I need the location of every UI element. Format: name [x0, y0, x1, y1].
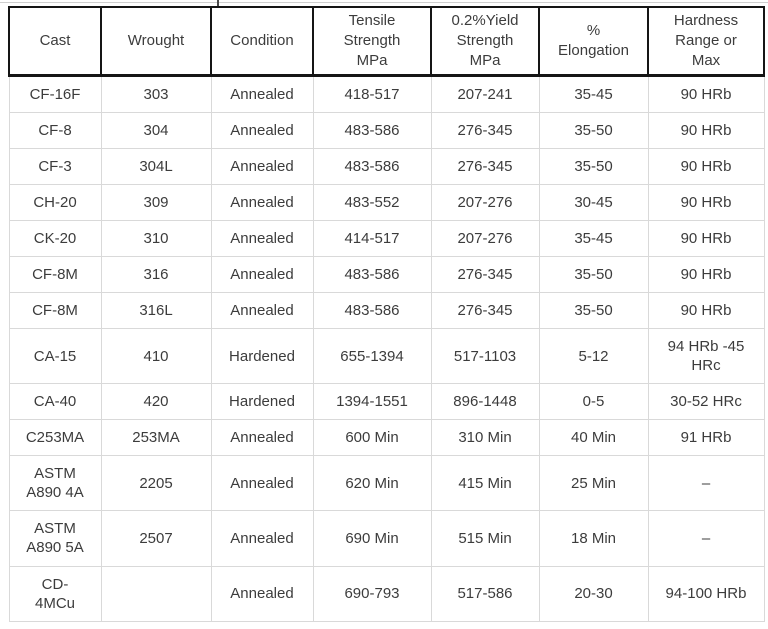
table-cell: 30-52 HRc — [648, 384, 764, 420]
table-cell: CF-3 — [9, 148, 101, 184]
table-cell: 94-100 HRb — [648, 566, 764, 621]
table-cell: 90 HRb — [648, 75, 764, 112]
table-cell: 5-12 — [539, 329, 648, 384]
table-cell — [101, 566, 211, 621]
table-cell: 35-50 — [539, 148, 648, 184]
table-row — [9, 420, 764, 456]
table-cell: 310 — [101, 221, 211, 257]
table-cell: 207-276 — [431, 184, 539, 220]
table-cell: 35-45 — [539, 75, 648, 112]
table-cell: CH-20 — [9, 184, 101, 220]
table-cell: Annealed — [211, 148, 313, 184]
table-cell: 90 HRb — [648, 112, 764, 148]
table-cell: 483-552 — [313, 184, 431, 220]
column-header: Tensile Strength MPa — [313, 7, 431, 75]
table-row — [9, 75, 764, 112]
table-cell: Hardened — [211, 329, 313, 384]
table-cell: 94 HRb -45 HRc — [648, 329, 764, 384]
table-cell: 18 Min — [539, 511, 648, 566]
column-header: % Elongation — [539, 7, 648, 75]
table-cell: 896-1448 — [431, 384, 539, 420]
table-row — [9, 511, 764, 566]
table-cell: 253MA — [101, 420, 211, 456]
table-cell: 91 HRb — [648, 420, 764, 456]
table-cell: 483-586 — [313, 293, 431, 329]
table-cell: 90 HRb — [648, 221, 764, 257]
table-cell: 276-345 — [431, 293, 539, 329]
table-cell: 276-345 — [431, 148, 539, 184]
table-cell: 304L — [101, 148, 211, 184]
table-cell: – — [648, 511, 764, 566]
mechanical-properties-table — [8, 6, 765, 622]
table-cell: 483-586 — [313, 257, 431, 293]
table-cell: CF-8M — [9, 257, 101, 293]
table-cell: Annealed — [211, 257, 313, 293]
table-cell: 310 Min — [431, 420, 539, 456]
table-cell: Annealed — [211, 456, 313, 511]
table-cell: 35-45 — [539, 221, 648, 257]
table-cell: 276-345 — [431, 112, 539, 148]
table-cell: CK-20 — [9, 221, 101, 257]
table-cell: 414-517 — [313, 221, 431, 257]
table-row — [9, 257, 764, 293]
table-cell: Annealed — [211, 293, 313, 329]
table-cell: 0-5 — [539, 384, 648, 420]
table-cell: 90 HRb — [648, 148, 764, 184]
table-cell: 655-1394 — [313, 329, 431, 384]
table-row — [9, 456, 764, 511]
column-header: Cast — [9, 7, 101, 75]
table-cell: 207-241 — [431, 75, 539, 112]
table-row — [9, 566, 764, 621]
table-cell: 25 Min — [539, 456, 648, 511]
table-cell: 1394-1551 — [313, 384, 431, 420]
table-cell: 35-50 — [539, 257, 648, 293]
header-row — [9, 7, 764, 75]
table-cell: Annealed — [211, 184, 313, 220]
table-cell: 515 Min — [431, 511, 539, 566]
table-cell: Annealed — [211, 75, 313, 112]
table-row — [9, 112, 764, 148]
table-cell: CD- 4MCu — [9, 566, 101, 621]
table-cell: 35-50 — [539, 293, 648, 329]
table-cell: Annealed — [211, 112, 313, 148]
table-cell: CA-40 — [9, 384, 101, 420]
table-cell: CF-8 — [9, 112, 101, 148]
table-cell: 620 Min — [313, 456, 431, 511]
table-cell: 2205 — [101, 456, 211, 511]
table-cell: Annealed — [211, 566, 313, 621]
table-cell: 415 Min — [431, 456, 539, 511]
column-header: 0.2%Yield Strength MPa — [431, 7, 539, 75]
table-body — [9, 75, 764, 621]
table-cell: 90 HRb — [648, 293, 764, 329]
table-cell: 90 HRb — [648, 257, 764, 293]
table-cell: 420 — [101, 384, 211, 420]
table-row — [9, 329, 764, 384]
table-cell: CA-15 — [9, 329, 101, 384]
table-cell: 304 — [101, 112, 211, 148]
table-cell: 418-517 — [313, 75, 431, 112]
table-cell: 690 Min — [313, 511, 431, 566]
table-row — [9, 221, 764, 257]
table-cell: 40 Min — [539, 420, 648, 456]
table-cell: CF-8M — [9, 293, 101, 329]
table-cell: 483-586 — [313, 148, 431, 184]
column-header: Wrought — [101, 7, 211, 75]
table-cell: 410 — [101, 329, 211, 384]
table-cell: 30-45 — [539, 184, 648, 220]
table-cell: 207-276 — [431, 221, 539, 257]
table-cell: ASTM A890 5A — [9, 511, 101, 566]
cropped-top-rule — [0, 2, 768, 3]
table-cell: Annealed — [211, 221, 313, 257]
column-header: Hardness Range or Max — [648, 7, 764, 75]
table-cell: 483-586 — [313, 112, 431, 148]
table-cell: ASTM A890 4A — [9, 456, 101, 511]
table-row — [9, 384, 764, 420]
table-cell: 316L — [101, 293, 211, 329]
table-cell: – — [648, 456, 764, 511]
table-cell: 35-50 — [539, 112, 648, 148]
table-cell: 276-345 — [431, 257, 539, 293]
table-cell: Hardened — [211, 384, 313, 420]
table-cell: 316 — [101, 257, 211, 293]
table-cell: Annealed — [211, 511, 313, 566]
column-header: Condition — [211, 7, 313, 75]
table-cell: 20-30 — [539, 566, 648, 621]
table-cell: C253MA — [9, 420, 101, 456]
table-cell: 309 — [101, 184, 211, 220]
table-row — [9, 293, 764, 329]
table-cell: 517-586 — [431, 566, 539, 621]
table-cell: CF-16F — [9, 75, 101, 112]
table-cell: 303 — [101, 75, 211, 112]
table-cell: 2507 — [101, 511, 211, 566]
table-cell: 690-793 — [313, 566, 431, 621]
table-cell: 517-1103 — [431, 329, 539, 384]
table-cell: 600 Min — [313, 420, 431, 456]
table-cell: 90 HRb — [648, 184, 764, 220]
table-row — [9, 148, 764, 184]
table-row — [9, 184, 764, 220]
table-cell: Annealed — [211, 420, 313, 456]
